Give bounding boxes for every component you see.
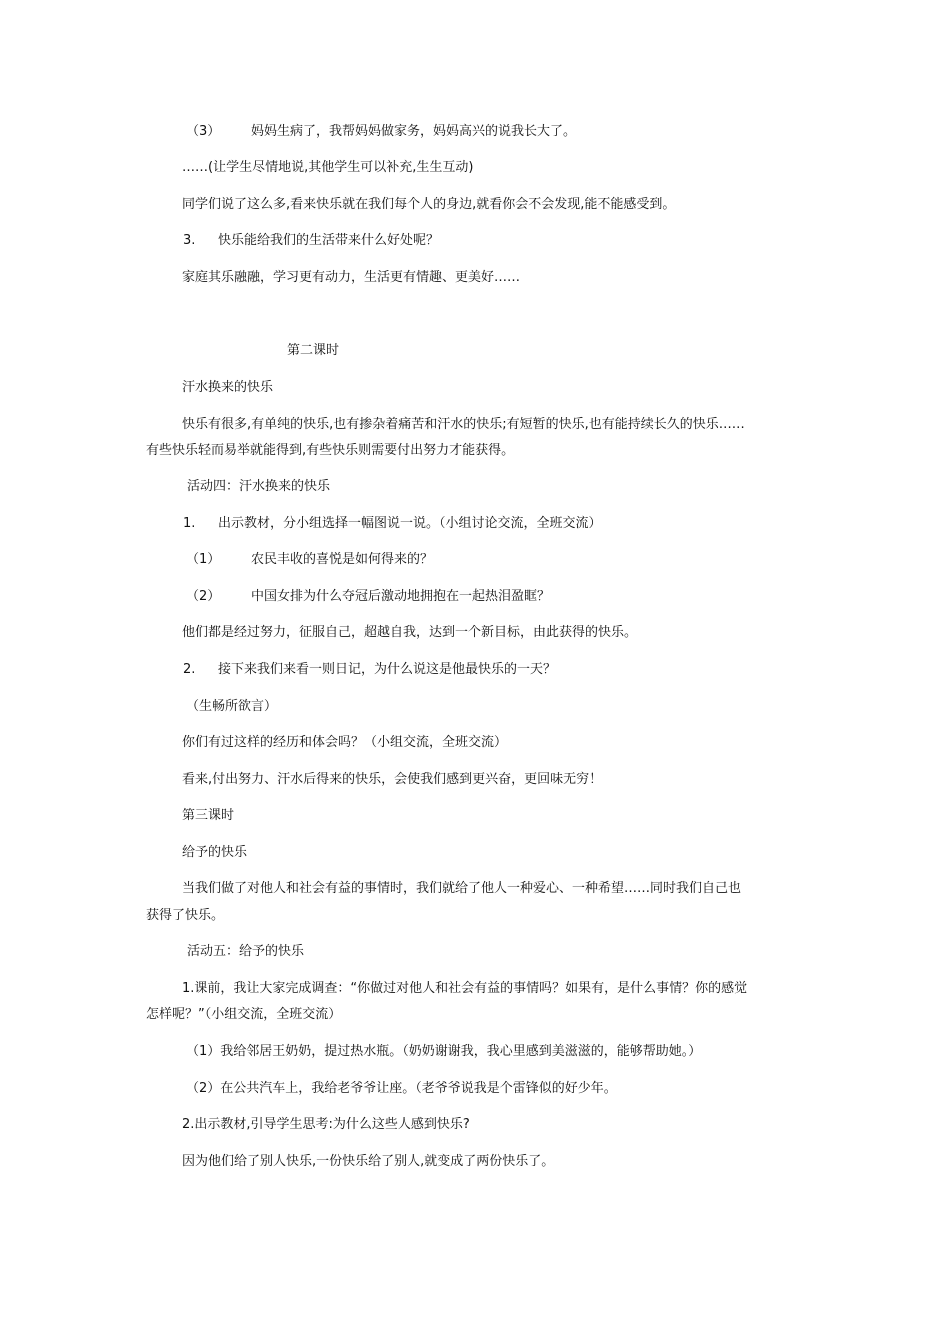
paragraph-text: 他们都是经过努力，征服自己，超越自我，达到一个新目标，由此获得的快乐。 bbox=[182, 625, 638, 640]
paragraph-text: 中国女排为什么夺冠后激动地拥抱在一起热泪盈眶？ bbox=[251, 589, 551, 604]
paragraph-text: ……(让学生尽情地说,其他学生可以补充,生生互动) bbox=[182, 160, 474, 175]
paragraph-text: 因为他们给了别人快乐,一份快乐给了别人,就变成了两份快乐了。 bbox=[182, 1154, 555, 1169]
item-number: （2） bbox=[186, 589, 221, 604]
item-number: 3. bbox=[183, 233, 196, 248]
paragraph-text: 你们有过这样的经历和体会吗？（小组交流，全班交流） bbox=[182, 735, 508, 750]
item-number: （1） bbox=[186, 552, 221, 567]
paragraph-text: 接下来我们来看一则日记，为什么说这是他最快乐的一天？ bbox=[218, 662, 557, 677]
paragraph-text: 获得了快乐。 bbox=[146, 908, 225, 923]
paragraph-text: （1）我给邻居王奶奶，提过热水瓶。（奶奶谢谢我，我心里感到美滋滋的，能够帮助她。） bbox=[186, 1044, 702, 1059]
section-subheading: 给予的快乐 bbox=[182, 845, 248, 860]
paragraph-text: 看来,付出努力、汗水后得来的快乐，会使我们感到更兴奋，更回味无穷！ bbox=[182, 772, 603, 787]
activity-heading: 活动五：给予的快乐 bbox=[187, 944, 305, 959]
item-number: 2. bbox=[183, 662, 196, 677]
paragraph-text: 2.出示教材,引导学生思考:为什么这些人感到快乐? bbox=[182, 1117, 470, 1132]
paragraph-text: 农民丰收的喜悦是如何得来的？ bbox=[251, 552, 434, 567]
paragraph-text: 出示教材，分小组选择一幅图说一说。（小组讨论交流，全班交流） bbox=[218, 516, 602, 531]
section-heading: 第三课时 bbox=[182, 808, 235, 823]
section-heading: 第二课时 bbox=[287, 343, 340, 358]
paragraph-text: 有些快乐轻而易举就能得到,有些快乐则需要付出努力才能获得。 bbox=[146, 443, 515, 458]
paragraph-text: 当我们做了对他人和社会有益的事情时，我们就给了他人一种爱心、一种希望……同时我们自己也 bbox=[182, 881, 742, 896]
paragraph-text: 同学们说了这么多,看来快乐就在我们每个人的身边,就看你会不会发现,能不能感受到。 bbox=[182, 197, 676, 212]
section-subheading: 汗水换来的快乐 bbox=[182, 380, 274, 395]
paragraph-text: 快乐能给我们的生活带来什么好处呢？ bbox=[218, 233, 440, 248]
paragraph-text: 快乐有很多,有单纯的快乐,也有掺杂着痛苦和汗水的快乐;有短暂的快乐,也有能持续长久的快乐…… bbox=[182, 417, 745, 432]
item-number: 1. bbox=[183, 516, 196, 531]
paragraph-text: 1.课前，我让大家完成调查：“你做过对他人和社会有益的事情吗？如果有，是什么事情？你的感觉 bbox=[182, 981, 748, 996]
paragraph-text: 妈妈生病了，我帮妈妈做家务，妈妈高兴的说我长大了。 bbox=[251, 124, 577, 139]
item-number: （3） bbox=[186, 124, 221, 139]
paragraph-text: 怎样呢？”（小组交流，全班交流） bbox=[146, 1007, 342, 1022]
activity-heading: 活动四：汗水换来的快乐 bbox=[187, 479, 331, 494]
paragraph-text: 家庭其乐融融，学习更有动力，生活更有情趣、更美好…… bbox=[182, 270, 521, 285]
paragraph-text: （生畅所欲言） bbox=[186, 699, 278, 714]
paragraph-text: （2）在公共汽车上，我给老爷爷让座。（老爷爷说我是个雷锋似的好少年。 bbox=[186, 1081, 617, 1096]
